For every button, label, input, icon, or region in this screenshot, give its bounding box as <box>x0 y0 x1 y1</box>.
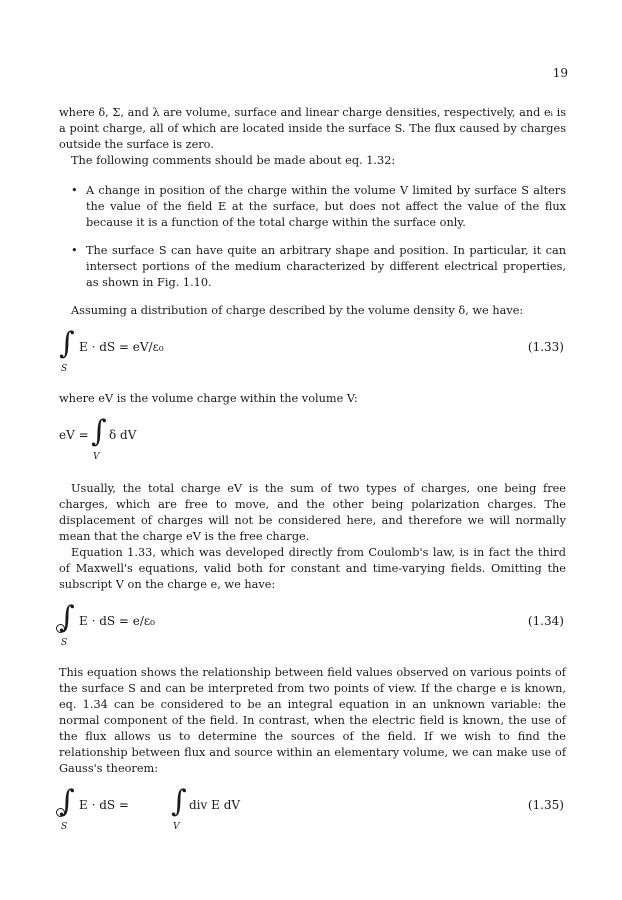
equation-1-33 <box>59 326 566 381</box>
equation-1-35 <box>59 784 566 839</box>
equation-number: (1.35) <box>527 798 564 812</box>
bullet-icon: • <box>71 184 78 197</box>
equation-lhs: eV = <box>59 428 89 442</box>
paragraph-7: This equation shows the relationship between field values observed on various points of the surface S and can be interpreted from two points of view. If the charge e is known, eq. 1.34 can be considered to be an integral equation in an unknown variable: the normal component of the field. In contrast, when the electric field is known, the use of the flux allows us to determine the sources of the field. If we wish to find the relationship between flux and source within an elementary volume, we can make use of Gauss's theorem: <box>59 666 566 775</box>
page-number: 19 <box>552 66 568 80</box>
paragraph-3: Assuming a distribution of charge described by the volume density δ, we have: <box>71 304 524 317</box>
bullet-icon: • <box>71 244 78 257</box>
closed-integral-circle <box>56 624 65 633</box>
paragraph-2: The following comments should be made about eq. 1.32: <box>71 154 396 167</box>
paragraph-4: where eV is the volume charge within the volume V: <box>59 392 358 405</box>
list-item-text: A change in position of the charge within the volume V limited by surface S alters the value of the field E at the surface, but does not affect the value of the flux because it is a function of the total charge within the surface only. <box>86 184 566 229</box>
list-item-text: The surface S can have quite an arbitrary shape and position. In particular, it can intersect portions of the medium characterized by different electrical properties, as shown in Fig. 1.10. <box>86 244 566 289</box>
paragraph-6: Equation 1.33, which was developed directly from Coulomb's law, is in fact the third of Maxwell's equations, valid both for constant and time-varying fields. Omitting the subscript V on the charge e, we have: <box>59 546 566 591</box>
integral-limit: V <box>93 452 100 462</box>
integral-limit: S <box>61 638 68 648</box>
closed-integral-circle <box>56 808 65 817</box>
comment-list <box>59 183 566 291</box>
integral-sign: ∫ <box>59 326 75 361</box>
integral-sign: ∫ <box>91 414 107 449</box>
equation-number: (1.34) <box>527 614 564 628</box>
page-body <box>59 105 566 849</box>
closed-integral-sign: ∫ <box>59 784 75 819</box>
list-item <box>59 183 566 231</box>
paragraph-1: where δ, Σ, and λ are volume, surface and linear charge densities, respectively, and eᵢ is a point charge, all of which are located inside the surface S. The flux caused by charges outside the surface is zero. <box>59 106 566 151</box>
equation-expression: E · dS = e/ε₀ <box>79 614 155 628</box>
equation-ev <box>59 414 566 469</box>
equation-1-34 <box>59 600 566 655</box>
list-item <box>59 243 566 291</box>
closed-integral-sign: ∫ <box>59 600 75 635</box>
equation-number: (1.33) <box>527 340 564 354</box>
integral-limit: S <box>61 364 68 374</box>
equation-expression: E · dS = eV/ε₀ <box>79 340 164 354</box>
integral-sign: ∫ <box>171 784 187 819</box>
equation-expression-right: div E dV <box>189 798 241 812</box>
equation-expression: δ dV <box>109 428 137 442</box>
paragraph-5: Usually, the total charge eV is the sum of two types of charges, one being free charges, which are free to move, and the other being polarization charges. The displacement of charges will not be considered here, and therefore we will normally mean that the charge eV is the free charge. <box>59 482 566 543</box>
integral-limit: S <box>61 822 68 832</box>
equation-expression-left: E · dS = <box>79 798 129 812</box>
integral-limit: V <box>173 822 180 832</box>
